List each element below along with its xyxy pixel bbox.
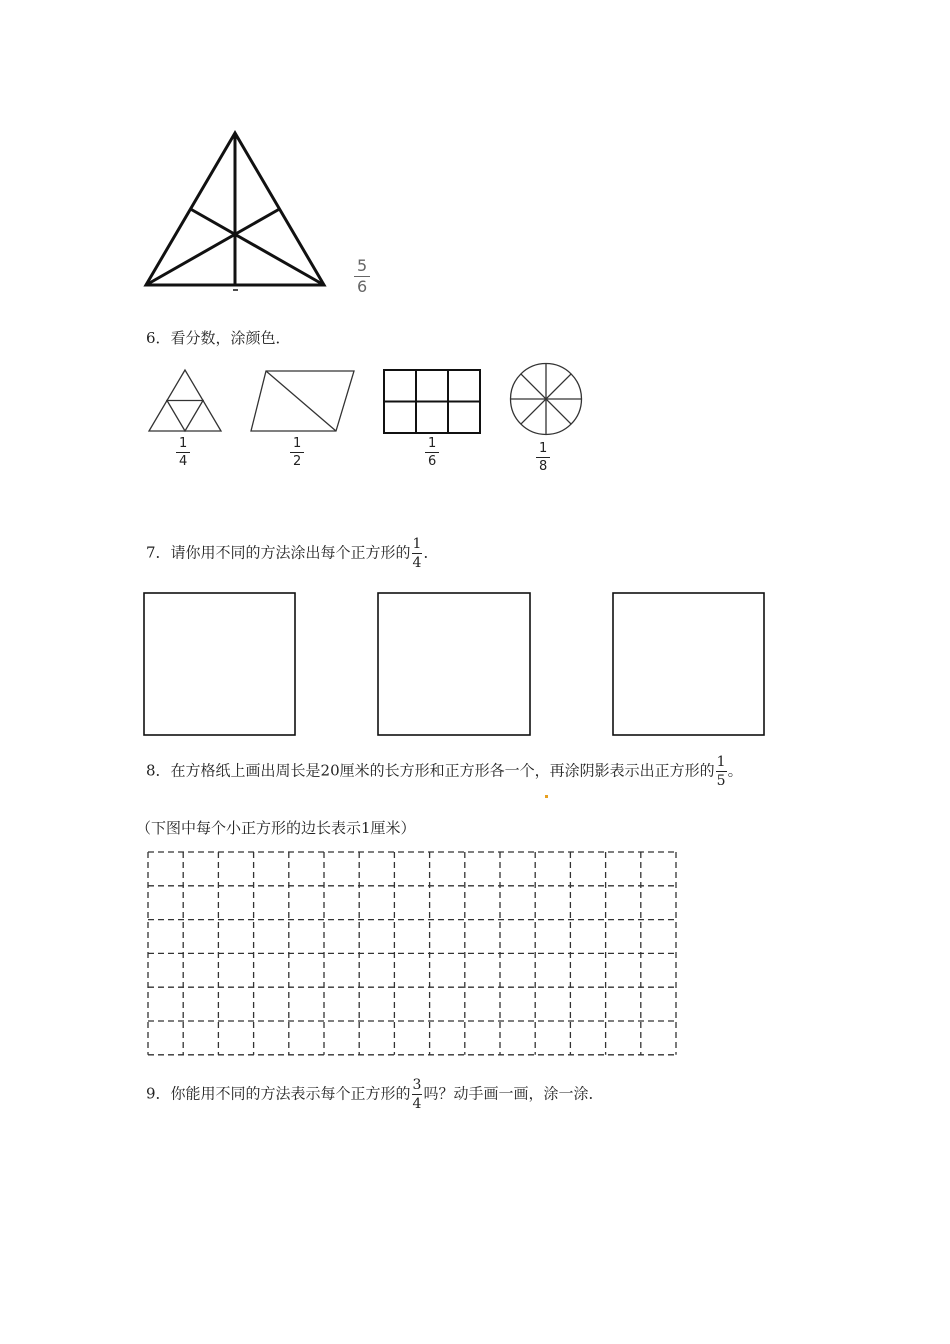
triangle-fraction: 5 6 (354, 258, 370, 295)
fraction-one-quarter: 1 4 (176, 437, 190, 468)
fraction-one-half: 1 2 (290, 437, 304, 468)
question-9-text: 9．你能用不同的方法表示每个正方形的 (146, 1084, 411, 1103)
question-8: 8．在方格纸上画出周长是20厘米的长方形和正方形各一个，再涂阴影表示出正方形的 $\frac{1}{5}$ 。 (146, 754, 743, 789)
question-9: 9．你能用不同的方法表示每个正方形的 $\frac{3}{4}$ 吗？动手画一画，涂一涂． (146, 1077, 604, 1112)
question-8-fraction: $\frac{1}{5}$ (716, 754, 726, 789)
circle-figure (507, 360, 587, 440)
question-7: 7．请你用不同的方法涂出每个正方形的 $\frac{1}{4}$ ． (146, 536, 439, 571)
question-7-text: 7．请你用不同的方法涂出每个正方形的 (146, 543, 411, 562)
question-6-text: 6．看分数，涂颜色． (146, 329, 291, 347)
fraction-one-sixth: 1 6 (425, 437, 439, 468)
question-7-fraction: $\frac{1}{4}$ (412, 536, 422, 571)
stray-mark (545, 795, 548, 798)
dashed-grid-paper (145, 849, 685, 1059)
question-8-note: （下图中每个小正方形的边长表示1厘米） (136, 819, 416, 837)
fraction-one-eighth: 1 8 (536, 442, 550, 473)
question-9-fraction: $\frac{3}{4}$ (412, 1077, 422, 1112)
blank-square-1 (140, 590, 300, 740)
small-triangle-figure (145, 367, 225, 437)
rectangle-grid-figure (380, 366, 485, 436)
blank-square-2 (374, 590, 534, 740)
parallelogram-figure (248, 367, 358, 437)
blank-square-3 (609, 590, 769, 740)
large-triangle-figure (140, 125, 340, 295)
question-8-text: 8．在方格纸上画出周长是20厘米的长方形和正方形各一个，再涂阴影表示出正方形的 (146, 761, 715, 780)
